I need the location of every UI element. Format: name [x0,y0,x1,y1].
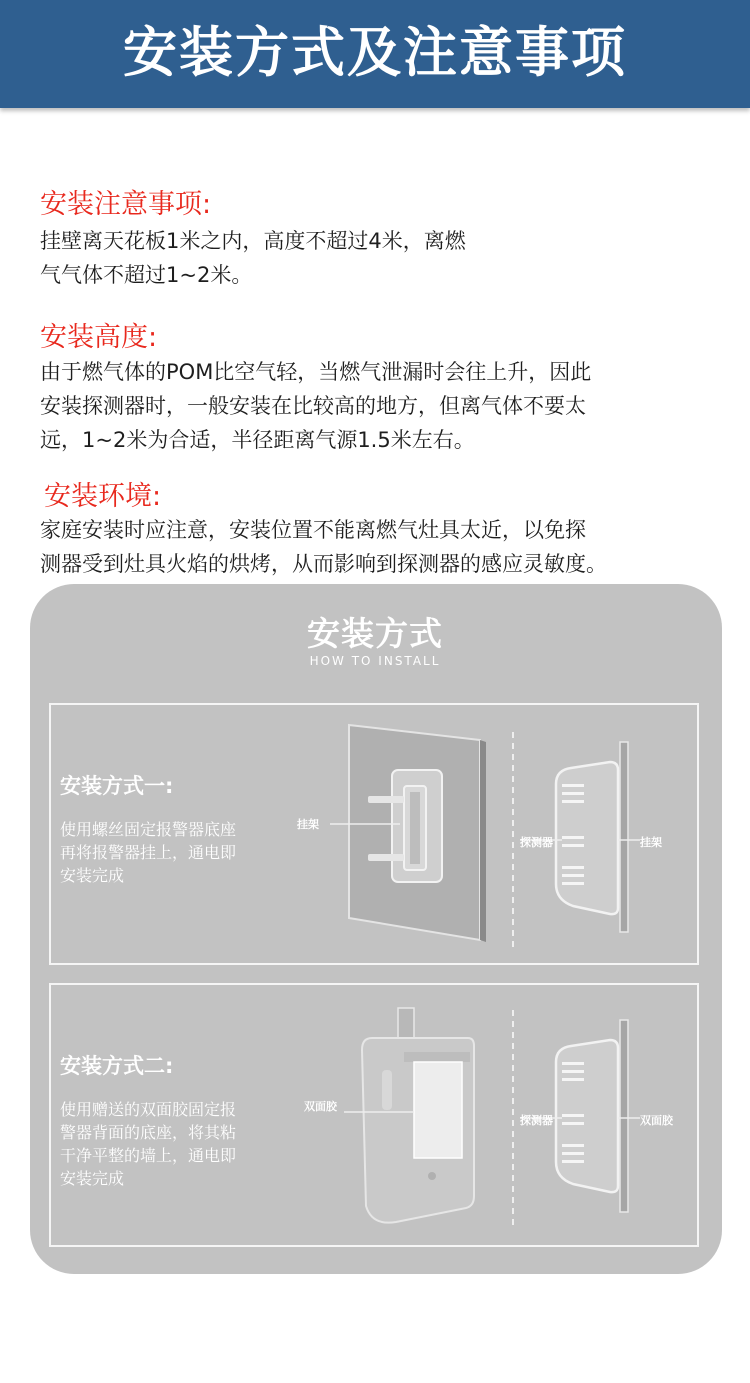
section-heading-environment: 安装环境: [44,481,162,512]
install-subtitle: HOW TO INSTALL [309,654,441,668]
section-heading-notes: 安装注意事项: [40,189,212,220]
text-line: 家庭安装时应注意，安装位置不能离燃气灶具太近，以免探 [40,518,586,542]
text-line: 测器受到灶具火焰的烘烤，从而影响到探测器的感应灵敏度。 [40,552,607,576]
label-detector-1: 探测器 [520,836,553,849]
text-line: 安装完成 [60,1169,125,1188]
text-line: 气气体不超过1~2米。 [40,263,253,287]
install-mode-1-title: 安装方式一: [60,774,174,798]
text-line: 使用赠送的双面胶固定报 [60,1100,237,1119]
label-detector-2: 探测器 [520,1114,553,1127]
install-mode-2-desc [60,1098,236,1190]
install-mode-2-title: 安装方式二: [60,1054,174,1078]
text-line: 由于燃气体的POM比空气轻，当燃气泄漏时会往上升，因此 [40,360,592,384]
section-heading-height: 安装高度: [40,322,158,353]
label-bracket-left: 挂架 [297,818,319,831]
label-tape-right: 双面胶 [640,1114,673,1127]
text-line: 安装探测器时，一般安装在比较高的地方，但离气体不要太 [40,394,586,418]
page-title: 安装方式及注意事项 [123,21,627,84]
detector-front-illustration [344,1008,474,1223]
label-bracket-right: 挂架 [640,836,662,849]
text-line: 远，1~2米为合适，半径距离气源1.5米左右。 [40,428,475,452]
label-tape-left: 双面胶 [304,1100,337,1113]
text-line: 干净平整的墙上，通电即 [60,1146,237,1165]
text-line: 安装完成 [60,866,125,885]
text-line: 警器背面的底座，将其粘 [60,1123,237,1142]
install-mode-1-desc [60,818,236,887]
wall-plate-illustration [330,725,486,942]
install-title: 安装方式 [307,614,443,653]
text-line: 再将报警器挂上，通电即 [60,843,237,862]
text-line: 挂壁离天花板1米之内，高度不超过4米，离燃 [40,229,466,253]
text-line: 使用螺丝固定报警器底座 [60,820,237,839]
